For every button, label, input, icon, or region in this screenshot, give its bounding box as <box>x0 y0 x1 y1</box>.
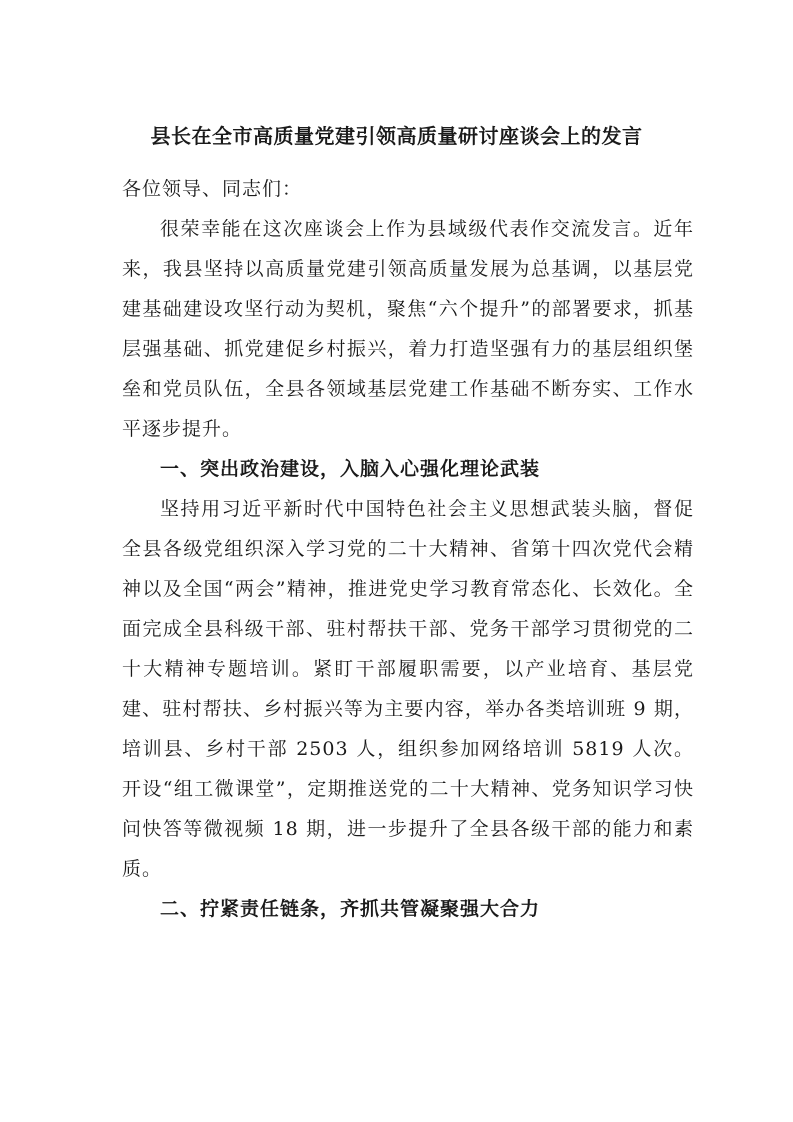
salutation: 各位领导、同志们： <box>122 178 303 200</box>
section-1-paragraph: 坚持用习近平新时代中国特色社会主义思想武装头脑，督促全县各级党组织深入学习党的二十大精神、省第十四次党代会精神以及全国“两会”精神，推进党史学习教育常态化、长效化。全面完成全县科级干部、驻村帮扶干部、党务干部学习贯彻党的二十大精神专题培训。紧盯干部履职需要，以产业培育、基层党建、驻村帮扶、乡村振兴等为主要内容，举办各类培训班 9 期，培训县、乡村干部 2503 人，组织参加网络培训 5819 人次。开设“组工微课堂”，定期推送党的二十大精神、党务知识学习快问快答等微视频 18 期，进一步提升了全县各级干部的能力和素质。 <box>122 498 694 880</box>
section-1-heading: 一、突出政治建设，入脑入心强化理论武装 <box>160 458 541 480</box>
intro-paragraph: 很荣幸能在这次座谈会上作为县域级代表作交流发言。近年来，我县坚持以高质量党建引领高质量发展为总基调，以基层党建基础建设攻坚行动为契机，聚焦“六个提升”的部署要求，抓基层强基础、抓党建促乡村振兴，着力打造坚强有力的基层组织堡垒和党员队伍，全县各领域基层党建工作基础不断夯实、工作水平逐步提升。 <box>122 218 694 440</box>
document-body <box>122 169 694 929</box>
section-2-heading: 二、拧紧责任链条，齐抓共管凝聚强大合力 <box>160 898 541 920</box>
document-title: 县长在全市高质量党建引领高质量研讨座谈会上的发言 <box>150 124 643 148</box>
